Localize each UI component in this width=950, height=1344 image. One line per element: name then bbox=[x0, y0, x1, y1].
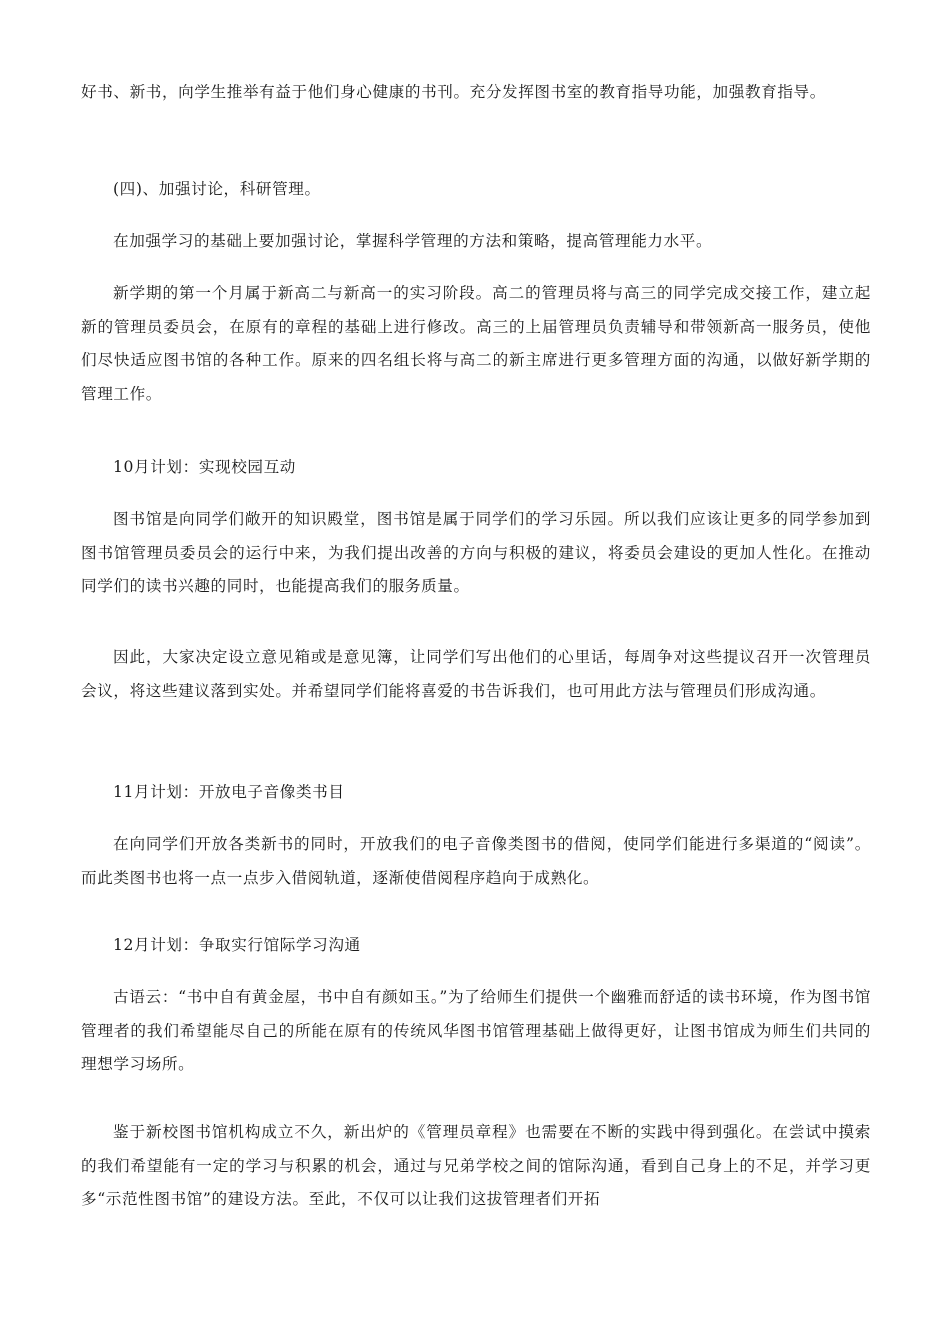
paragraph-discussion: 在加强学习的基础上要加强讨论，掌握科学管理的方法和策略，提高管理能力水平。 bbox=[113, 232, 713, 250]
paragraph-continuation: 好书、新书，向学生推举有益于他们身心健康的书刊。充分发挥图书室的教育指导功能，加强教育指导。 bbox=[81, 83, 826, 101]
heading-december-plan: 12月计划：争取实行馆际学习沟通 bbox=[113, 936, 361, 954]
heading-november-plan: 11月计划：开放电子音像类书目 bbox=[113, 783, 345, 801]
heading-october-plan: 10月计划：实现校园互动 bbox=[113, 458, 296, 476]
paragraph-electronic-media: 在向同学们开放各类新书的同时，开放我们的电子音像类图书的借阅，使同学们能进行多渠道的“阅读”。而此类图书也将一点一点步入借阅轨道，逐渐使借阅程序趋向于成熟化。 bbox=[81, 835, 871, 887]
paragraph-suggestion-box: 因此，大家决定设立意见箱或是意见簿，让同学们写出他们的心里话，每周争对这些提议召开一次管理员会议，将这些建议落到实处。并希望同学们能将喜爱的书告诉我们，也可用此方法与管理员们形成沟通。 bbox=[81, 648, 871, 700]
section-heading-four: (四)、加强讨论，科研管理。 bbox=[113, 180, 321, 198]
paragraph-ancient-saying: 古语云：“书中自有黄金屋，书中自有颜如玉。”为了给师生们提供一个幽雅而舒适的读书环境，作为图书馆管理者的我们希望能尽自己的所能在原有的传统风华图书馆管理基础上做得更好，让图书馆成为师生们共同的理想学习场所。 bbox=[81, 988, 871, 1073]
paragraph-library-hall: 图书馆是向同学们敞开的知识殿堂，图书馆是属于同学们的学习乐园。所以我们应该让更多的同学参加到图书馆管理员委员会的运行中来，为我们提出改善的方向与积极的建议，将委员会建设的更加人性化。在推动同学们的读书兴趣的同时，也能提高我们的服务质量。 bbox=[81, 510, 871, 595]
paragraph-new-library: 鉴于新校图书馆机构成立不久，新出炉的《管理员章程》也需要在不断的实践中得到强化。在尝试中摸索的我们希望能有一定的学习与积累的机会，通过与兄弟学校之间的馆际沟通，看到自己身上的不足，并学习更多“示范性图书馆”的建设方法。至此，不仅可以让我们这拔管理者们开拓 bbox=[81, 1123, 871, 1208]
paragraph-new-semester: 新学期的第一个月属于新高二与新高一的实习阶段。高二的管理员将与高三的同学完成交接工作，建立起新的管理员委员会，在原有的章程的基础上进行修改。高三的上届管理员负责辅导和带领新高一服务员，使他们尽快适应图书馆的各种工作。原来的四名组长将与高二的新主席进行更多管理方面的沟通，以做好新学期的管理工作。 bbox=[81, 284, 871, 403]
